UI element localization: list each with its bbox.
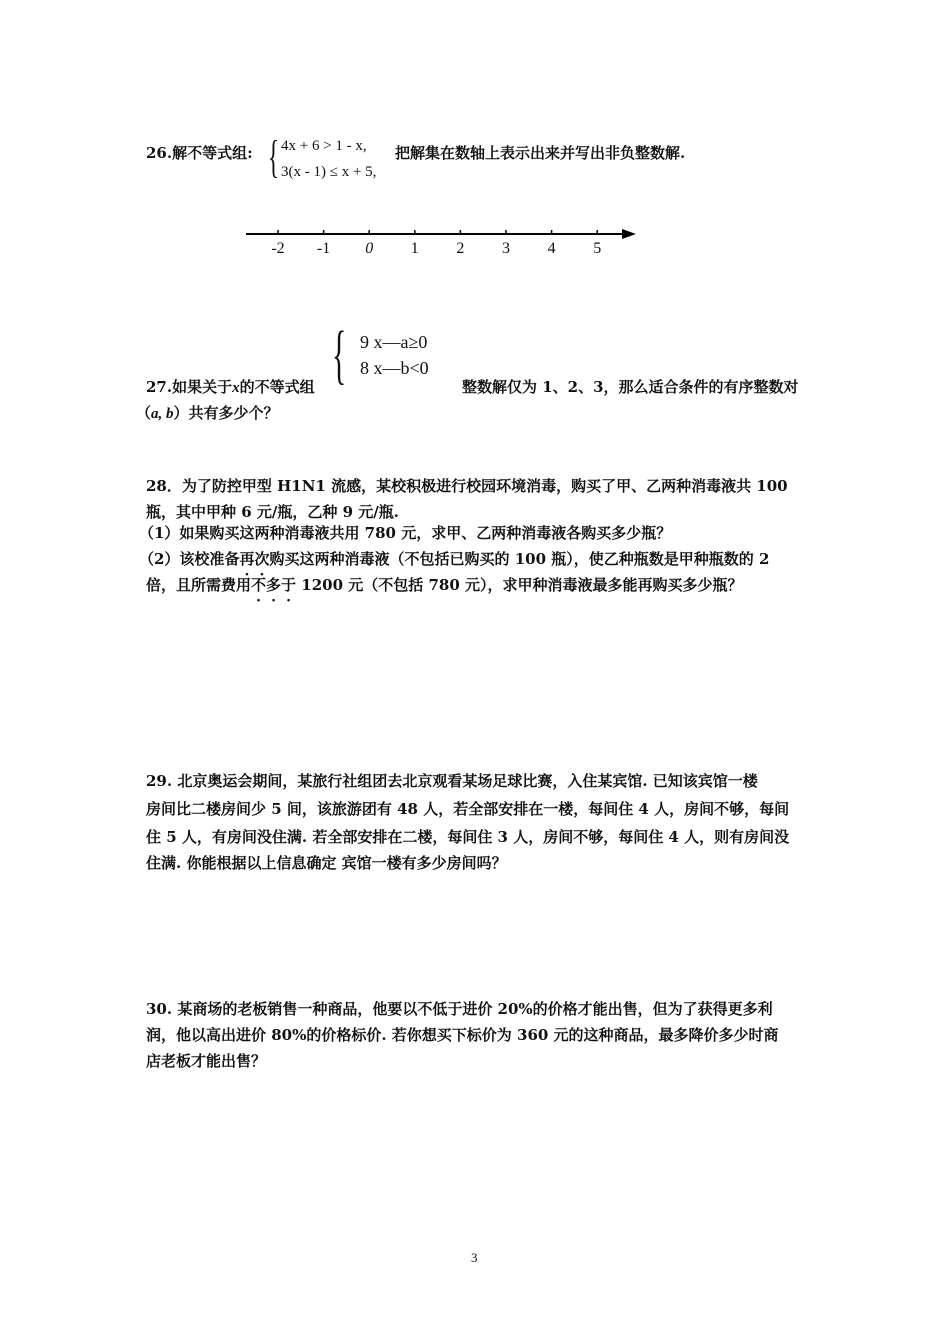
- number-line-tick-label: 2: [456, 240, 465, 257]
- q28-part2-text-a: （2）该校准备: [139, 550, 240, 568]
- q28-part2-line2: [146, 572, 743, 599]
- q28-emphasis-char: 次: [254, 550, 270, 568]
- number-line-tick-label: -2: [271, 240, 285, 257]
- q26-inequality-2: 3(x - 1) ≤ x + 5,: [281, 164, 377, 180]
- q28-emphasis-char: 再: [239, 550, 255, 568]
- number-line-tick-label: 3: [502, 240, 510, 257]
- q29-line3: 住 5 人，有房间没住满. 若全部安排在二楼，每间住 3 人，房间不够，每间住 4 人，则有房间没: [146, 828, 790, 846]
- q28-emphasis-char: 多: [266, 576, 282, 594]
- q27-prefix: 27.如果关于: [146, 378, 233, 396]
- q28-part2-text-c: 倍，且所需费用: [146, 576, 252, 594]
- q27-ordered-pair: a, b: [151, 406, 174, 422]
- q30-line3: 店老板才能出售？: [146, 1052, 267, 1070]
- page-number: 3: [471, 1250, 478, 1265]
- q27-line2: [136, 400, 279, 428]
- q28-part1: （1）如果购买这两种消毒液共用 780 元，求甲、乙两种消毒液各购买多少瓶？: [139, 524, 672, 542]
- q29-line2: 房间比二楼房间少 5 间，该旅游团有 48 人，若全部安排在一楼，每间住 4 人，房间不够，每间: [146, 800, 790, 818]
- q27-middle: 的不等式组: [239, 378, 315, 396]
- q28-part2-text-b: 购买这两种消毒液（不包括已购买的 100 瓶），使乙种瓶数是甲种瓶数的 2: [269, 550, 770, 568]
- q28-part2-line1: [139, 546, 769, 573]
- number-line-tick-label: 1: [410, 240, 419, 257]
- q29-line4: 住满. 你能根据以上信息确定 宾馆一楼有多少房间吗？: [146, 854, 507, 872]
- number-line-tick-label: 0: [365, 240, 374, 257]
- number-line: [240, 222, 640, 246]
- number-line-arrow: [622, 229, 636, 239]
- q28-line2: 瓶，其中甲种 6 元/瓶，乙种 9 元/瓶.: [146, 503, 399, 521]
- q28-emphasis-char: 于: [281, 576, 297, 594]
- q29-line1: 29. 北京奥运会期间，某旅行社组团去北京观看某场足球比赛，入住某宾馆. 已知该宾馆一楼: [146, 772, 758, 790]
- q27-line1: [146, 374, 315, 402]
- q26-inequality-1: 4x + 6 > 1 - x,: [281, 138, 367, 154]
- number-line-tick-label: -1: [316, 240, 331, 257]
- q27-inequality-2: 8 x—b<0: [360, 358, 429, 378]
- q26-instruction: 把解集在数轴上表示出来并写出非负整数解.: [395, 144, 686, 162]
- q27-suffix: 整数解仅为 1、2、3，那么适合条件的有序整数对: [462, 378, 799, 396]
- q28-line1: 28．为了防控甲型 H1N1 流感，某校积极进行校园环境消毒，购买了甲、乙两种消毒液共 100: [146, 477, 788, 495]
- q27-inequality-1: 9 x—a≥0: [360, 332, 428, 352]
- q26-brace: {: [268, 131, 280, 182]
- q28-emphasis-char: 不: [251, 576, 267, 594]
- q30-line2: 润，他以高出进价 80%的价格标价. 若你想买下标价为 360 元的这种商品，最多降价多少时商: [146, 1026, 779, 1044]
- q27-open-paren: （: [136, 404, 152, 422]
- q26-label: 26.解不等式组:: [146, 144, 253, 162]
- number-line-tick-label: 5: [593, 240, 602, 257]
- q27-question: ）共有多少个？: [173, 404, 279, 422]
- q27-brace: {: [332, 318, 347, 391]
- q27-variable: x: [232, 380, 240, 396]
- q30-line1: 30. 某商场的老板销售一种商品，他要以不低于进价 20%的价格才能出售，但为了获得更多利: [146, 1000, 773, 1018]
- number-line-tick-label: 4: [547, 240, 556, 257]
- q28-part2-text-d: 1200 元（不包括 780 元），求甲种消毒液最多能再购买多少瓶？: [296, 576, 743, 594]
